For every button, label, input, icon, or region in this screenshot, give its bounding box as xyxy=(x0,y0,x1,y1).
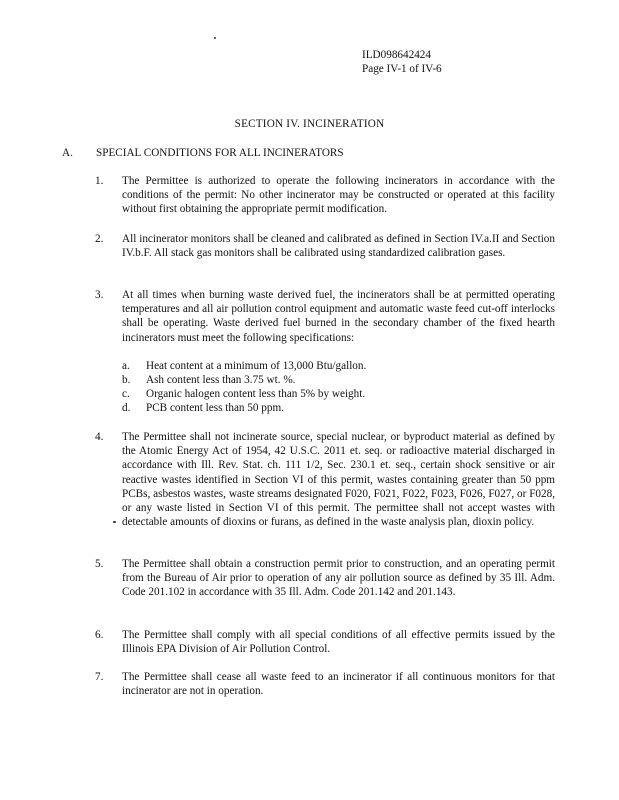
condition-item-6 xyxy=(95,628,555,656)
spec-item-c xyxy=(122,387,542,401)
spec-item-b xyxy=(122,373,542,387)
item-text: The Permittee is authorized to operate the following incinerators in accordance with the conditions of the permit: No other incinerator may be constructed or operated at this facility without first obtaining the appropriate permit modification. xyxy=(122,175,555,216)
scan-speck xyxy=(214,37,216,39)
spec-label: b. xyxy=(122,374,131,386)
item-text: The Permittee shall comply with all special conditions of all effective permits issued by the Illinois EPA Division of Air Pollution Control. xyxy=(122,629,555,656)
item-text: The Permittee shall obtain a construction permit prior to construction, and an operating permit from the Bureau of Air prior to operation of any air pollution source as defined by 35 Ill. Adm. Code 201.102 in accordance with 35 Ill. Adm. Code 201.142 and 201.143. xyxy=(122,558,555,599)
spec-label: c. xyxy=(122,388,130,400)
subsection-heading xyxy=(62,146,344,160)
item-number: 3. xyxy=(95,289,104,301)
section-title: SECTION IV. INCINERATION xyxy=(234,118,385,130)
item-number: 4. xyxy=(95,431,104,443)
item-text: All incinerator monitors shall be cleaned and calibrated as defined in Section IV.a.II and Section IV.b.F. All stack gas monitors shall be calibrated using standardized calibration gases. xyxy=(122,233,555,260)
page-header xyxy=(362,48,442,76)
item-number: 7. xyxy=(95,671,104,683)
spec-label: d. xyxy=(122,402,131,414)
item-text: At all times when burning waste derived fuel, the incinerators shall be at permitted operating temperatures and all air pollution control equipment and automatic waste feed cut-off interlocks shall be operating. Waste derived fuel burned in the secondary chamber of the fixed hearth incinerators must meet the following specifications: xyxy=(122,289,555,344)
item-number: 5. xyxy=(95,558,104,570)
item-text: The Permittee shall cease all waste feed to an incinerator if all continuous monitors for that incinerator are not in operation. xyxy=(122,671,555,698)
spec-text: Heat content at a minimum of 13,000 Btu/gallon. xyxy=(146,360,367,372)
condition-item-7 xyxy=(95,670,555,698)
item-number: 1. xyxy=(95,175,104,187)
document-id: ILD098642424 xyxy=(362,49,431,61)
spec-text: PCB content less than 50 ppm. xyxy=(146,402,284,414)
spec-label: a. xyxy=(122,360,130,372)
spec-item-a xyxy=(122,359,542,373)
page-number: Page IV-1 of IV-6 xyxy=(362,63,442,75)
condition-item-3 xyxy=(95,288,555,345)
spec-text: Organic halogen content less than 5% by weight. xyxy=(146,388,366,400)
subsection-letter: A. xyxy=(62,147,73,159)
subsection-title: SPECIAL CONDITIONS FOR ALL INCINERATORS xyxy=(96,147,344,159)
spec-item-d xyxy=(122,401,542,415)
condition-item-5 xyxy=(95,557,555,600)
condition-item-1 xyxy=(95,174,555,217)
condition-item-4 xyxy=(95,430,555,529)
condition-item-2 xyxy=(95,232,555,260)
item-text: The Permittee shall not incinerate source, special nuclear, or byproduct material as defined by the Atomic Energy Act of 1954, 42 U.S.C. 2011 et. seq. or radioactive material discharged in accordance with Ill. Rev. Stat. ch. 111 1/2, Sec. 230.1 et. seq., certain shock sensitive or air reactive wastes identified in Section VI of this permit, wastes containing greater than 50 ppm PCBs, asbestos wastes, waste streams designated F020, F021, F022, F023, F026, F027, or F028, or any waste listed in Section VI of this permit. The permittee shall not accept wastes with detectable amounts of dioxins or furans, as defined in the waste analysis plan, dioxin policy. xyxy=(122,431,555,529)
spec-text: Ash content less than 3.75 wt. %. xyxy=(146,374,296,386)
item-number: 6. xyxy=(95,629,104,641)
item-number: 2. xyxy=(95,233,104,245)
